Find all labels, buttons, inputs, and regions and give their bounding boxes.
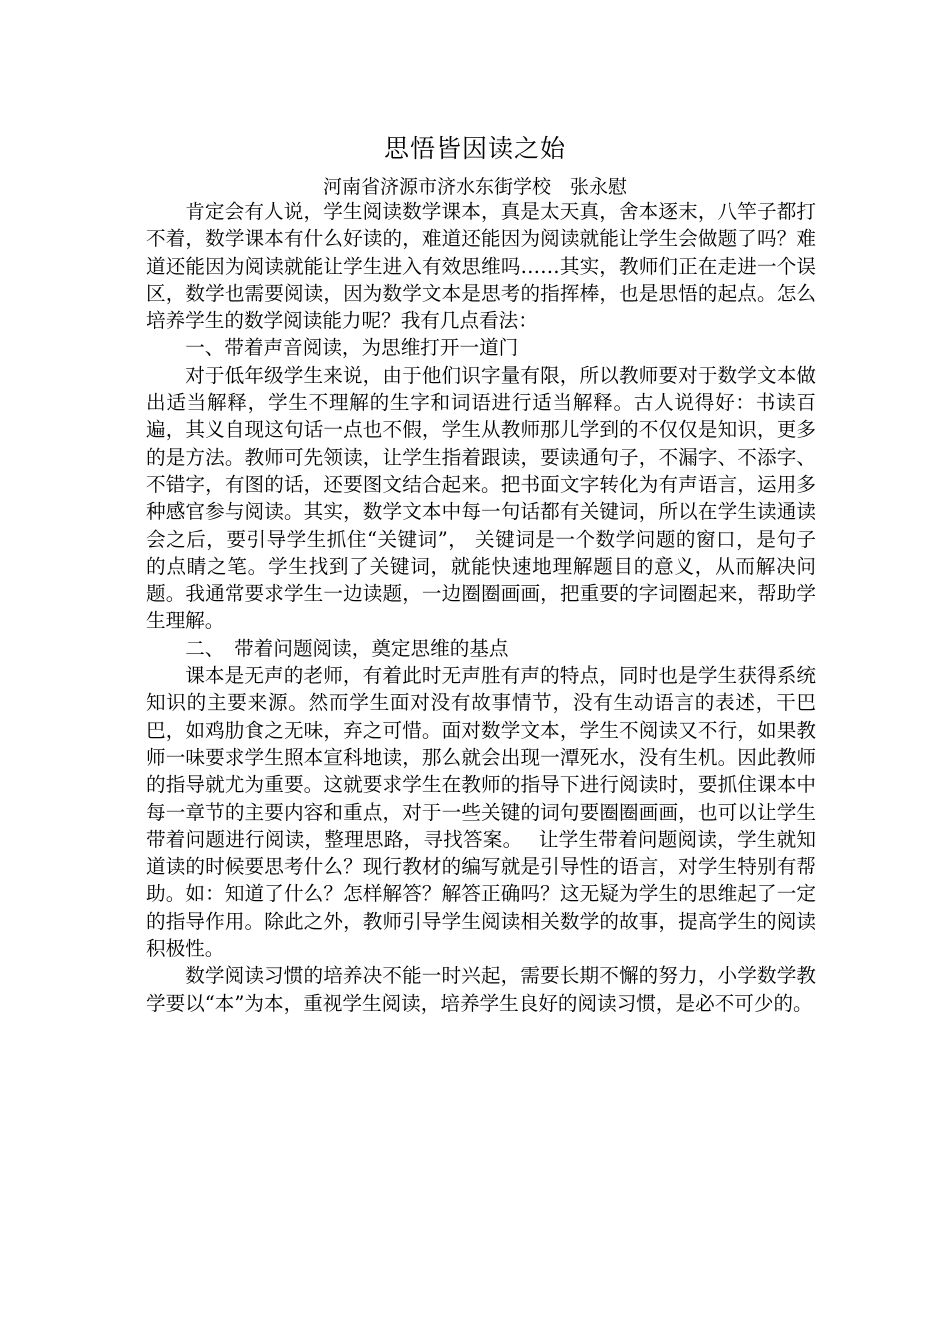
section-1-paragraph: 对于低年级学生来说，由于他们识字量有限，所以教师要对于数学文本做出适当解释，学生不理解的生字和词语进行适当解释。古人说得好：书读百遍，其义自现这句话一点也不假，学生从教师那儿学到的不仅仅是知识，更多的是方法。教师可先领读，让学生指着跟读，要读通句子，不漏字、不添字、不错字，有图的话，还要图文结合起来。把书面文字转化为有声语言，运用多种感官参与阅读。其实，数学文本中每一句话都有关键词，所以在学生读通读会之后，要引导学生抓住“关键词”， 关键词是一个数学问题的窗口，是句子的点睛之笔。学生找到了关键词，就能快速地理解题目的意义，从而解决问题。我通常要求学生一边读题，一边圈圈画画，把重要的字词圈起来，帮助学生理解。 [146,363,816,633]
author-byline: 河南省济源市济水东街学校 张永慰 [322,176,627,198]
intro-paragraph: 肯定会有人说，学生阅读数学课本，真是太天真，舍本逐末，八竿子都打不着，数学课本有什么好读的，难道还能因为阅读就能让学生会做题了吗？难道还能因为阅读就能让学生进入有效思维吗……其实，教师们正在走进一个误区，数学也需要阅读，因为数学文本是思考的指挥棒，也是思悟的起点。怎么培养学生的数学阅读能力呢？我有几点看法： [146,200,816,333]
document-title: 思悟皆因读之始 [383,134,566,163]
section-heading-2: 二、 带着问题阅读，奠定思维的基点 [185,636,509,660]
conclusion-paragraph: 数学阅读习惯的培养决不能一时兴起，需要长期不懈的努力，小学数学教学要以“本”为本，重视学生阅读，培养学生良好的阅读习惯，是必不可少的。 [146,964,816,1015]
section-heading-1: 一、带着声音阅读，为思维打开一道门 [185,336,519,360]
document-body [146,198,816,1017]
section-2-paragraph: 课本是无声的老师，有着此时无声胜有声的特点，同时也是学生获得系统知识的主要来源。然而学生面对没有故事情节，没有生动语言的表述，干巴巴，如鸡肋食之无味，弃之可惜。面对数学文本，学生不阅读又不行，如果教师一味要求学生照本宣科地读，那么就会出现一潭死水，没有生机。因此教师的指导就尤为重要。这就要求学生在教师的指导下进行阅读时，要抓住课本中每一章节的主要内容和重点，对于一些关键的词句要圈圈画画，也可以让学生带着问题进行阅读，整理思路，寻找答案。 让学生带着问题阅读，学生就知道读的时候要思考什么？现行教材的编写就是引导性的语言，对学生特别有帮助。如：知道了什么？怎样解答？解答正确吗？这无疑为学生的思维起了一定的指导作用。除此之外，教师引导学生阅读相关数学的故事，提高学生的阅读积极性。 [146,664,816,961]
